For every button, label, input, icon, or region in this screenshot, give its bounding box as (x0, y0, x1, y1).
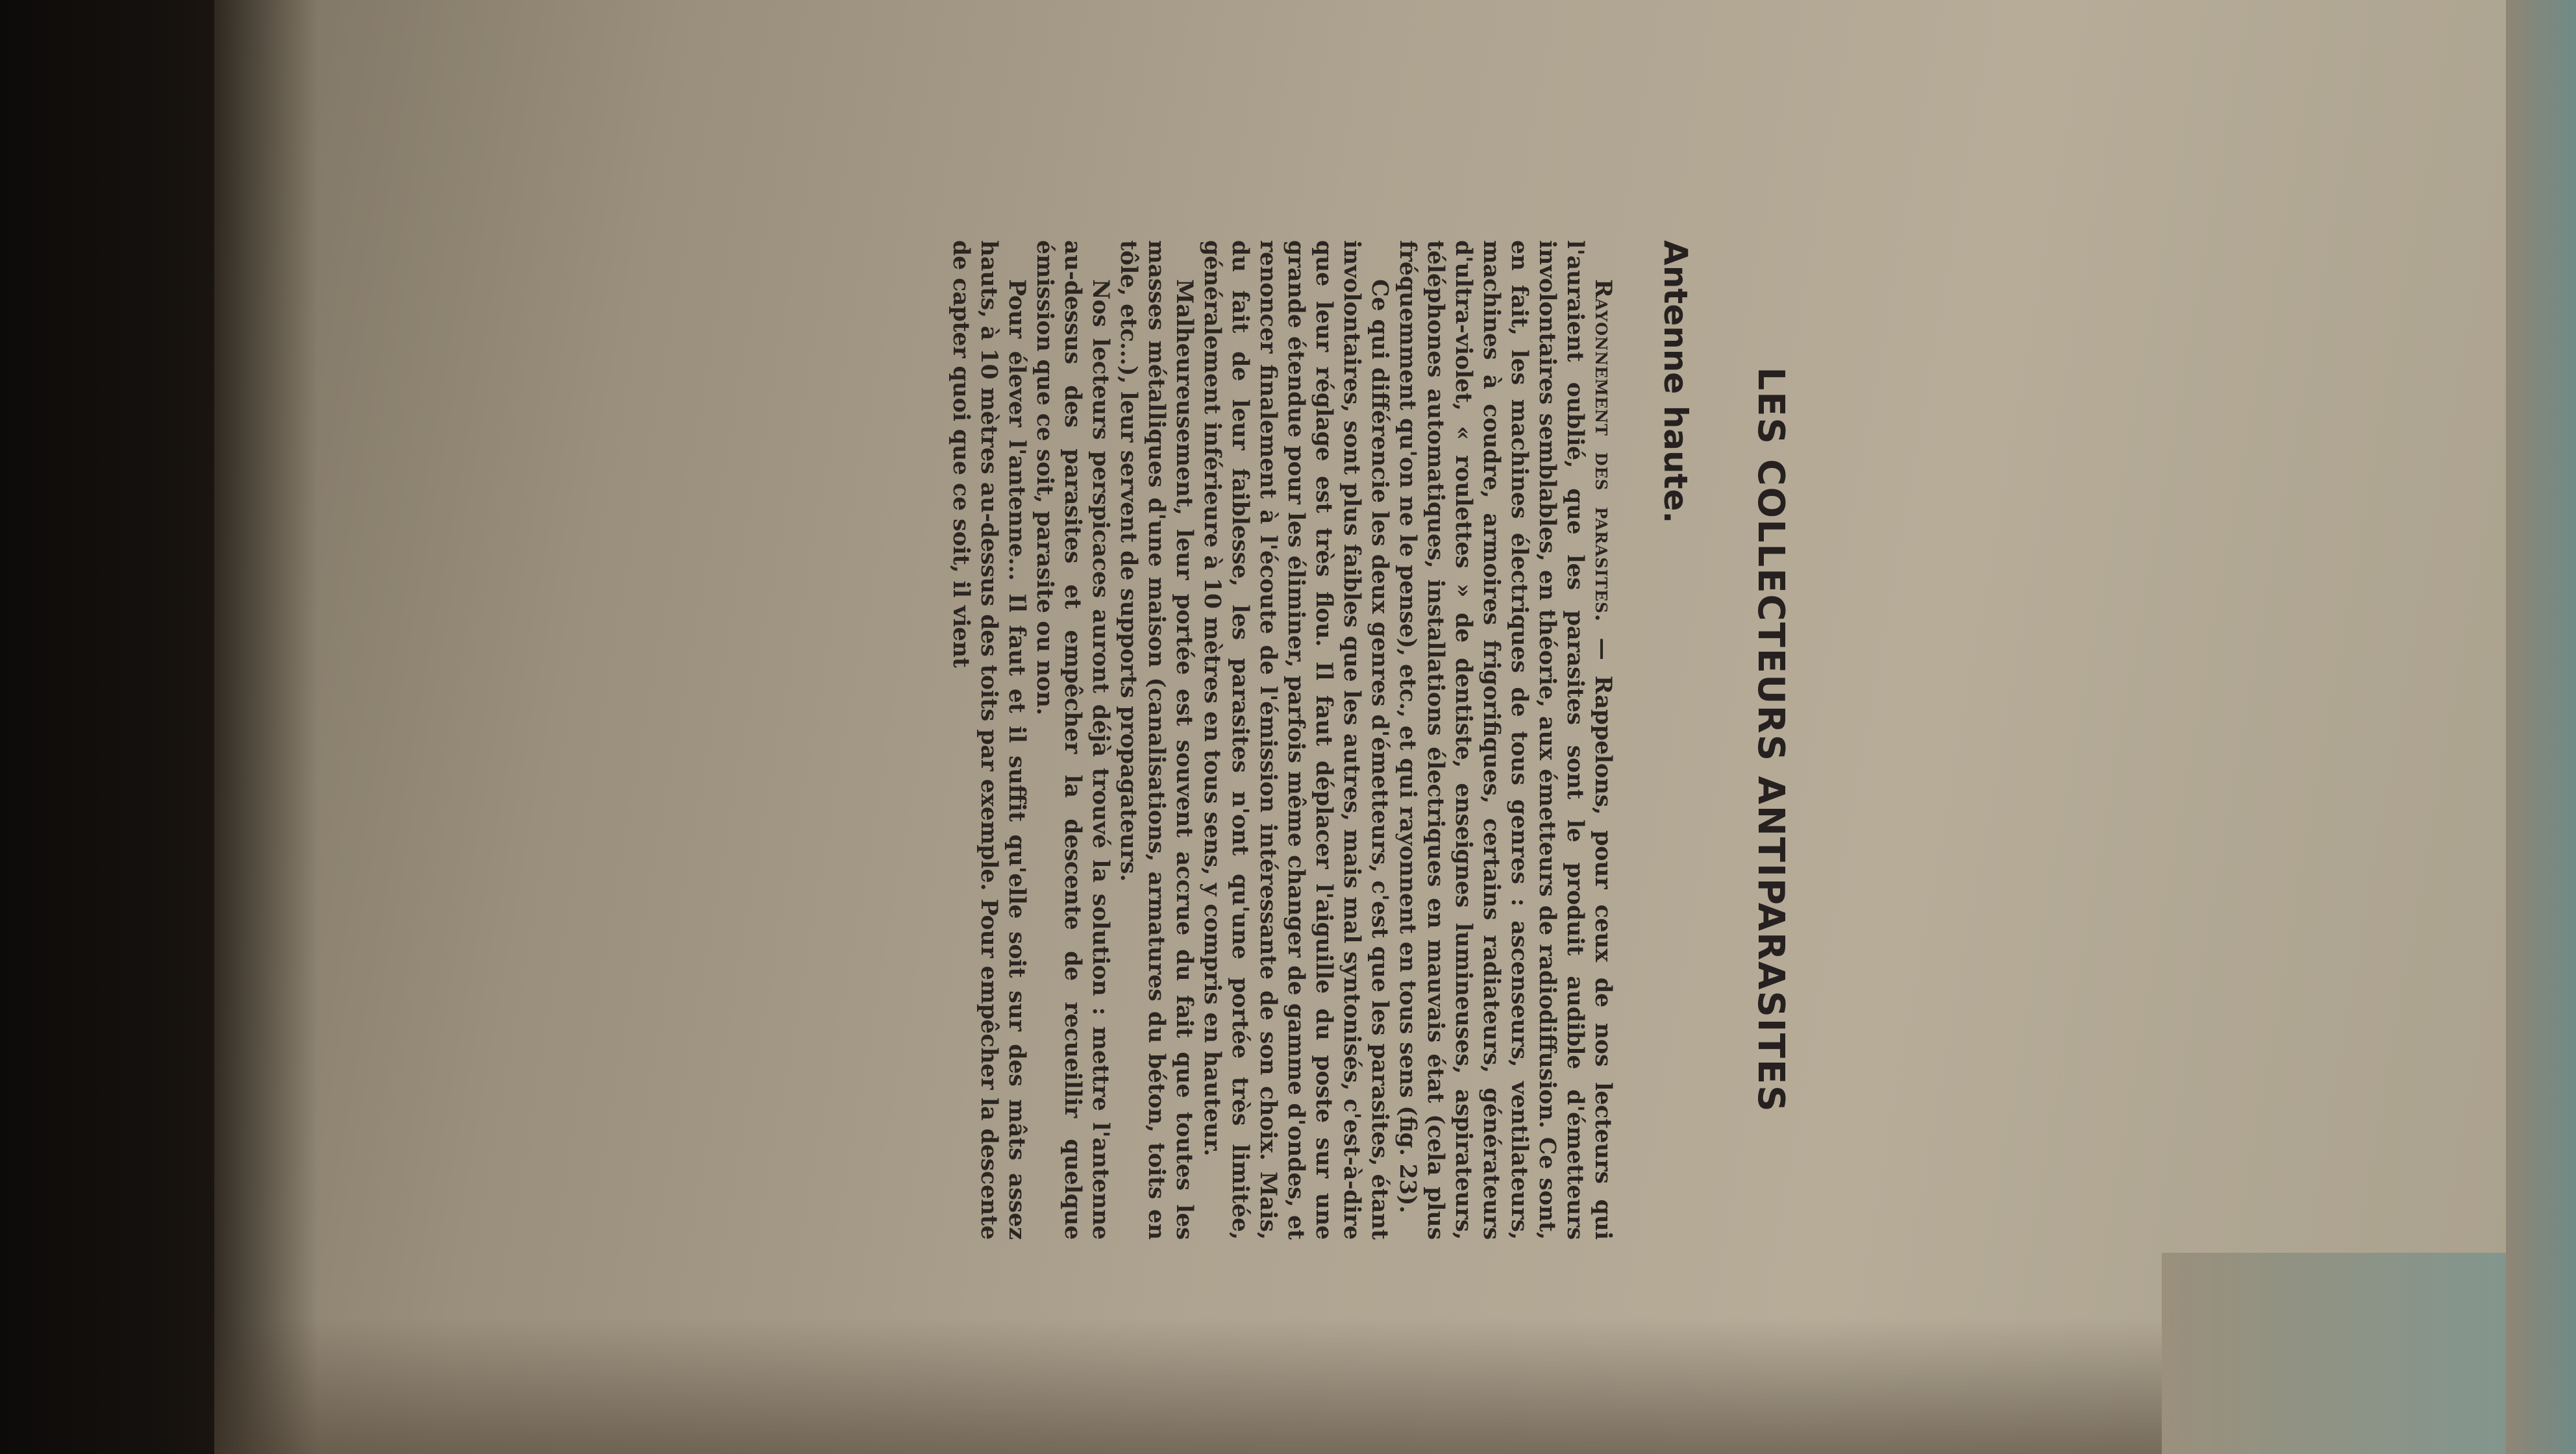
paragraph-text: Nos lecteurs perspicaces auront déjà trouvé la solution : mettre l'antenne au-dessus des parasites et empêcher la descente de recueillir quelque émission que ce soit, parasite ou non. (1032, 240, 1113, 1240)
paragraph (1198, 240, 1393, 1240)
paragraph-text: Ce qui différencie les deux genres d'émetteurs, c'est que les parasites, étant involontaires, sont plus faibles que les autres, mais mal syntonisés, c'est-à-dire que leur réglage est très flou. Il faut déplacer l'aiguille du poste sur une grande étendue pour les éliminer, parfois même changer de gamme d'ondes, et renoncer finalement à l'écoute de l'émission intéressante de son choix. Mais, du fait de leur faiblesse, les parasites n'ont qu'une portée très limitée, généralement inférieure à 10 mètres en tous sens, y compris en hauteur. (1199, 240, 1393, 1240)
body-text (947, 240, 1616, 1240)
paragraph-text: Malheureusement, leur portée est souvent accrue du fait que toutes les masses métalliques d'une maison (canalisations, armatures du béton, toits en tôle, etc...), leur servent de supports propagateurs. (1115, 240, 1197, 1240)
paragraph-text: — Rappelons, pour ceux de nos lecteurs qui l'auraient oublié, que les parasites sont le produit audible d'émetteurs involontaires semblables, en théorie, aux émetteurs de radiodiffusion. Ce sont, en fait, les machines électriques de tous genres : ascenseurs, ventilateurs, machines à coudre, armoires frigorifiques, certains radiateurs, générateurs d'ultra-violet, « roulettes » de dentiste, enseignes lumineuses, aspirateurs, téléphones automatiques, installations électriques en mauvais état (cela plus fréquemment qu'on ne le pense), etc., et qui rayonnent en tous sens (fig. 23). (1394, 240, 1616, 1240)
rotated-text-block (545, 234, 1792, 1246)
paragraph (1393, 240, 1616, 1240)
page-right-edge (2506, 0, 2576, 1454)
paragraph-lead: Rayonnement des parasites. (1590, 279, 1616, 622)
paragraph (1114, 240, 1198, 1240)
paragraph (1030, 240, 1114, 1240)
paragraph (947, 240, 1030, 1240)
page-title: LES COLLECTEURS ANTIPARASITES (1750, 367, 1792, 1113)
page-gutter-shadow (214, 0, 318, 1454)
paragraph-text: Pour élever l'antenne... Il faut et il suffit qu'elle soit sur des mâts assez hauts, à 10 mètres au-dessus des toits par exemple. Pour empêcher la descente de capter quoi que ce soit, il vient (948, 240, 1030, 1240)
section-heading: Antenne haute. (1657, 240, 1694, 524)
